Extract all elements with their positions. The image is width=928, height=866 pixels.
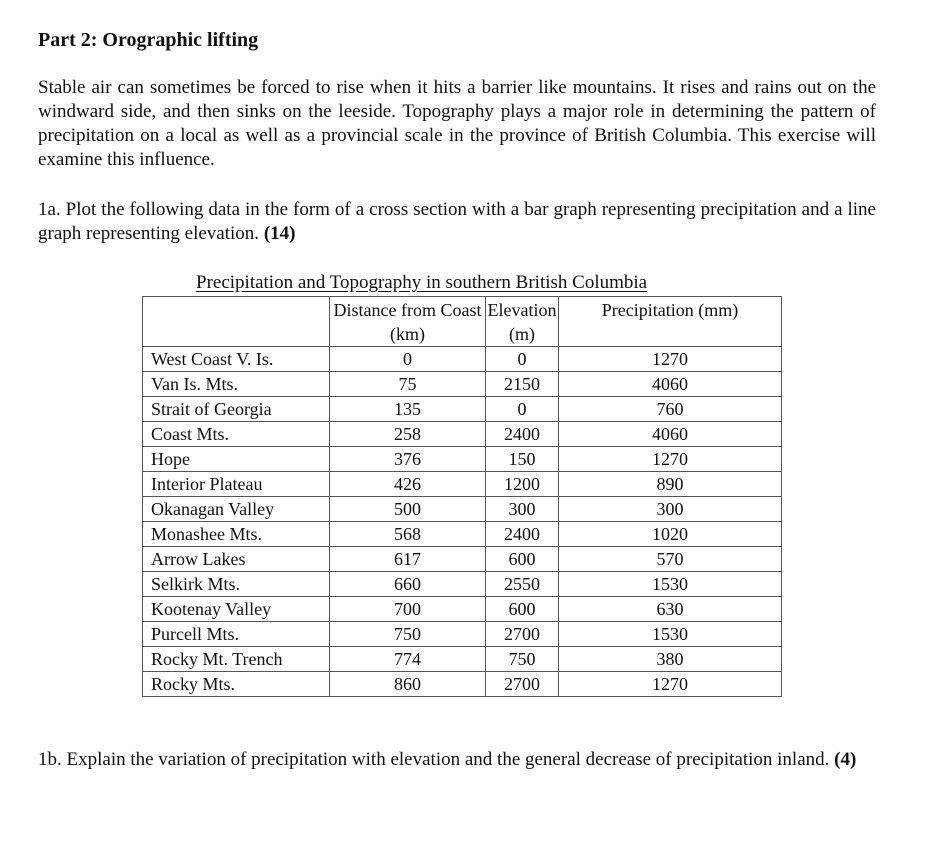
table-row [143, 597, 782, 622]
cell-precipitation: 1530 [559, 622, 782, 647]
table-row [143, 547, 782, 572]
cell-precipitation: 1270 [559, 347, 782, 372]
cell-elevation: 1200 [486, 472, 559, 497]
cell-elevation: 750 [486, 647, 559, 672]
cell-elevation: 2400 [486, 422, 559, 447]
table-row [143, 347, 782, 372]
cell-elevation: 600 [486, 547, 559, 572]
header-precipitation: Precipitation (mm) [559, 297, 782, 347]
cell-precipitation: 630 [559, 597, 782, 622]
cell-precipitation: 760 [559, 397, 782, 422]
cell-distance: 750 [330, 622, 486, 647]
table-row [143, 497, 782, 522]
cell-location: Selkirk Mts. [143, 572, 330, 597]
cell-location: Van Is. Mts. [143, 372, 330, 397]
table-row [143, 447, 782, 472]
question-1b-text: 1b. Explain the variation of precipitation with elevation and the general decrease of precipitation inland. [38, 749, 830, 770]
cell-distance: 860 [330, 672, 486, 697]
question-1b-marks: (4) [834, 749, 857, 770]
section-heading: Part 2: Orographic lifting [38, 29, 259, 51]
cell-location: Hope [143, 447, 330, 472]
cell-distance: 0 [330, 347, 486, 372]
question-1a [38, 198, 876, 246]
cell-precipitation: 1530 [559, 572, 782, 597]
table-title: Precipitation and Topography in southern British Columbia [196, 272, 648, 293]
cell-distance: 426 [330, 472, 486, 497]
header-distance: Distance from Coast (km) [330, 297, 486, 347]
cell-location: Interior Plateau [143, 472, 330, 497]
cell-elevation: 0 [486, 397, 559, 422]
cell-location: Arrow Lakes [143, 547, 330, 572]
table-row [143, 647, 782, 672]
table-row [143, 372, 782, 397]
cell-precipitation: 1270 [559, 447, 782, 472]
table-row [143, 397, 782, 422]
cell-elevation: 150 [486, 447, 559, 472]
table-row [143, 472, 782, 497]
table-row [143, 422, 782, 447]
cell-precipitation: 1020 [559, 522, 782, 547]
cell-precipitation: 300 [559, 497, 782, 522]
cell-distance: 774 [330, 647, 486, 672]
cell-distance: 617 [330, 547, 486, 572]
cell-elevation: 2550 [486, 572, 559, 597]
cell-location: Okanagan Valley [143, 497, 330, 522]
cell-elevation: 2150 [486, 372, 559, 397]
cell-location: Rocky Mts. [143, 672, 330, 697]
cell-precipitation: 4060 [559, 422, 782, 447]
cell-distance: 258 [330, 422, 486, 447]
table-row [143, 522, 782, 547]
cell-elevation: 600 [486, 597, 559, 622]
cell-location: Coast Mts. [143, 422, 330, 447]
table-header-row [143, 297, 782, 347]
cell-distance: 660 [330, 572, 486, 597]
cell-elevation: 2400 [486, 522, 559, 547]
cell-elevation: 0 [486, 347, 559, 372]
cell-location: Monashee Mts. [143, 522, 330, 547]
cell-precipitation: 4060 [559, 372, 782, 397]
table-body [143, 347, 782, 697]
cell-distance: 75 [330, 372, 486, 397]
cell-location: Rocky Mt. Trench [143, 647, 330, 672]
table-row [143, 672, 782, 697]
question-1b [38, 748, 876, 772]
header-location [143, 297, 330, 347]
table-row [143, 622, 782, 647]
cell-location: Purcell Mts. [143, 622, 330, 647]
cell-distance: 568 [330, 522, 486, 547]
document-page [38, 26, 876, 770]
cell-distance: 376 [330, 447, 486, 472]
cell-precipitation: 380 [559, 647, 782, 672]
cell-location: Kootenay Valley [143, 597, 330, 622]
cell-precipitation: 890 [559, 472, 782, 497]
cell-elevation: 2700 [486, 672, 559, 697]
cell-precipitation: 570 [559, 547, 782, 572]
cell-elevation: 300 [486, 497, 559, 522]
table-row [143, 572, 782, 597]
header-elevation: Elevation (m) [486, 297, 559, 347]
cell-elevation: 2700 [486, 622, 559, 647]
cell-distance: 700 [330, 597, 486, 622]
cell-location: West Coast V. Is. [143, 347, 330, 372]
cell-distance: 500 [330, 497, 486, 522]
question-1a-marks: (14) [263, 223, 296, 244]
cell-distance: 135 [330, 397, 486, 422]
cell-location: Strait of Georgia [143, 397, 330, 422]
data-table [142, 296, 782, 697]
intro-paragraph: Stable air can sometimes be forced to rise when it hits a barrier like mountains. It rises and rains out on the windward side, and then sinks on the leeside. Topography plays a major role in determining the pattern of precipitation on a local as well as a provincial scale in the province of British Columbia. This exercise will examine this influence. [38, 77, 876, 170]
question-1a-text: 1a. Plot the following data in the form of a cross section with a bar graph representing precipitation and a line graph representing elevation. [38, 199, 876, 244]
cell-precipitation: 1270 [559, 672, 782, 697]
